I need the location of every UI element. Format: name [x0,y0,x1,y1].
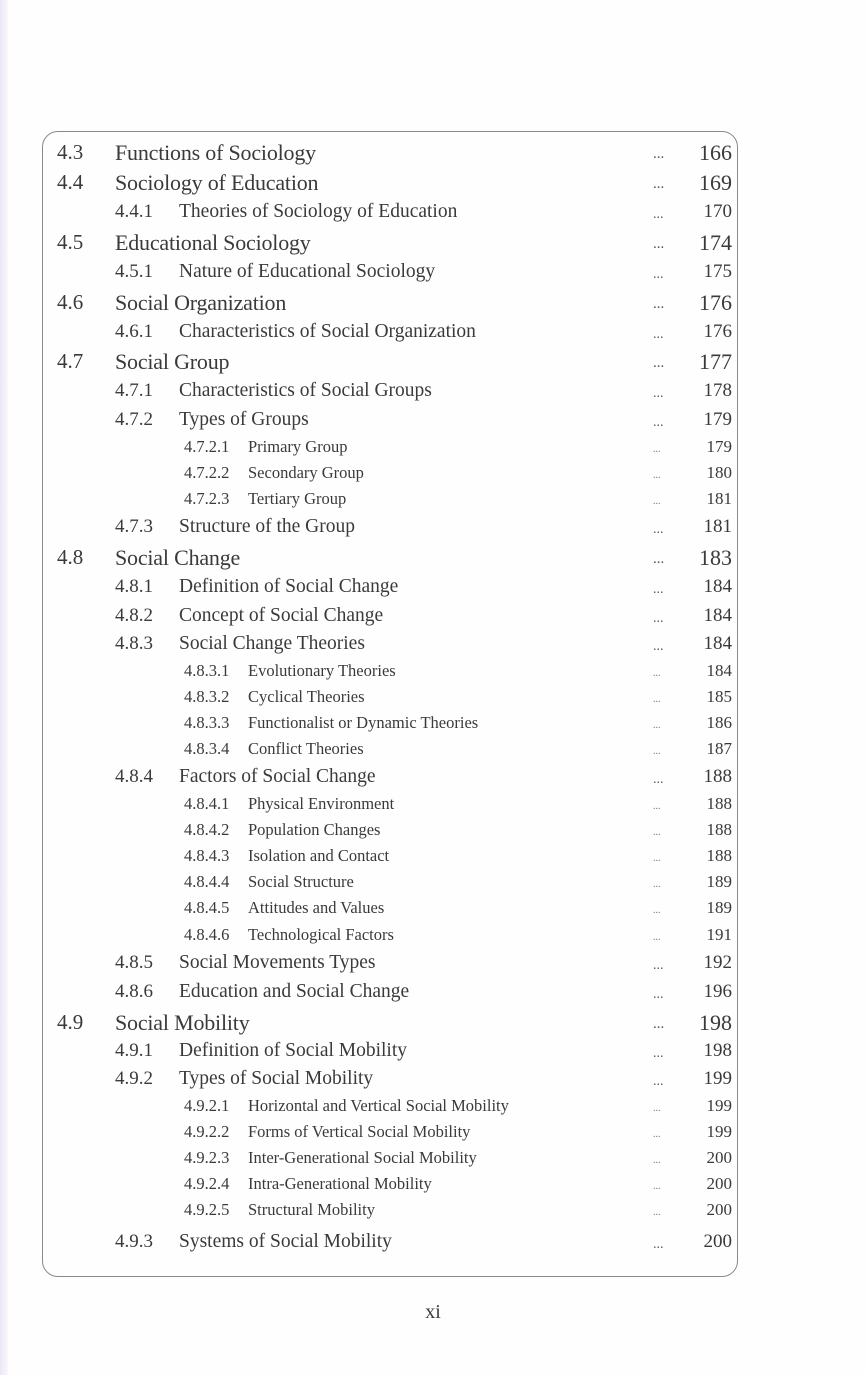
page-number: 191 [706,925,732,944]
toc-entry [0,380,866,408]
toc-entry [0,1122,866,1150]
toc-entry [0,981,866,1009]
section-title: Social Change [115,545,241,570]
section-number: 4.9.2.5 [184,1200,230,1219]
section-number: 4.8.4.3 [184,846,230,865]
leader-dots: ... [653,932,661,943]
leader-dots: ... [653,1237,664,1252]
section-title: Physical Environment [248,794,395,813]
toc-entry [0,605,866,633]
section-number: 4.5 [57,230,84,254]
section-number: 4.8.1 [115,576,153,597]
leader-dots: ... [653,668,661,679]
leader-dots: ... [653,746,661,757]
leader-dots: ... [653,1207,661,1218]
leader-dots: ... [653,1074,664,1089]
page-number: 200 [706,1200,732,1219]
page-number: 183 [699,545,732,570]
section-number: 4.8.2 [115,605,153,626]
page-number: 170 [703,201,732,222]
section-number: 4.8 [57,545,84,569]
leader-dots: ... [653,1181,661,1192]
leader-dots: ... [653,958,664,973]
toc-entry [0,349,866,377]
leader-dots: ... [653,879,661,890]
section-number: 4.8.4.4 [184,872,230,891]
toc-entry [0,872,866,900]
toc-entry [0,794,866,822]
section-title: Types of Groups [179,409,309,430]
toc-entry [0,576,866,604]
section-number: 4.4 [57,170,84,194]
page-number: 200 [706,1148,732,1167]
section-number: 4.9 [57,1010,84,1034]
section-number: 4.6 [57,290,84,314]
section-number: 4.8.3.4 [184,739,230,758]
toc-entry [0,321,866,349]
leader-dots: ... [653,1046,664,1061]
toc-entry [0,661,866,689]
page-number: 185 [706,687,732,706]
section-title: Types of Social Mobility [179,1068,374,1089]
section-title: Social Organization [115,290,287,315]
section-title: Primary Group [248,437,348,456]
page-number: 200 [703,1231,732,1252]
toc-entry [0,1096,866,1124]
section-title: Horizontal and Vertical Social Mobility [248,1096,509,1115]
leader-dots: ... [653,772,664,787]
section-title: Functionalist or Dynamic Theories [248,713,479,732]
section-number: 4.8.4.5 [184,898,230,917]
toc-entry [0,489,866,517]
page-number: 200 [706,1174,732,1193]
section-number: 4.9.2.4 [184,1174,230,1193]
section-title: Systems of Social Mobility [179,1231,392,1252]
section-number: 4.3 [57,140,84,164]
section-title: Secondary Group [248,463,364,482]
toc-entry [0,820,866,848]
leader-dots: ... [653,582,664,597]
section-number: 4.7.2.3 [184,489,230,508]
page-number: 179 [703,409,732,430]
leader-dots: ... [653,207,664,222]
leader-dots: ... [653,639,664,654]
section-number: 4.8.4.2 [184,820,230,839]
toc-entry [0,290,866,318]
section-number: 4.8.4.1 [184,794,230,813]
section-title: Cyclical Theories [248,687,365,706]
toc-entry [0,1040,866,1068]
leader-dots: ... [653,355,665,371]
section-number: 4.7.2.1 [184,437,230,456]
section-number: 4.5.1 [115,261,153,282]
page-number: 175 [703,261,732,282]
section-number: 4.7.2 [115,409,153,430]
section-title: Concept of Social Change [179,605,384,626]
page-number: 176 [699,290,732,315]
section-title: Inter-Generational Social Mobility [248,1148,477,1167]
section-number: 4.9.2.1 [184,1096,230,1115]
page-number: 188 [706,820,732,839]
section-title: Definition of Social Change [179,576,399,597]
leader-dots: ... [653,415,664,430]
page-number: 166 [699,140,732,165]
toc-entry [0,1174,866,1202]
section-number: 4.9.2.3 [184,1148,230,1167]
section-title: Forms of Vertical Social Mobility [248,1122,471,1141]
page-number: 184 [703,605,732,626]
toc-entry [0,545,866,573]
toc-entry [0,925,866,953]
page-number: 181 [703,516,732,537]
section-title: Social Movements Types [179,952,376,973]
leader-dots: ... [653,694,661,705]
section-title: Population Changes [248,820,381,839]
leader-dots: ... [653,987,664,1002]
toc-entry [0,1148,866,1176]
section-title: Functions of Sociology [115,140,316,165]
leader-dots: ... [653,327,664,342]
page-number: 188 [706,846,732,865]
page-number: 186 [706,713,732,732]
section-number: 4.8.3.1 [184,661,230,680]
leader-dots: ... [653,1103,661,1114]
toc-entry [0,633,866,661]
leader-dots: ... [653,496,661,507]
section-title: Attitudes and Values [248,898,385,917]
page-number: 189 [706,898,732,917]
page-number: 184 [706,661,732,680]
leader-dots: ... [653,551,665,567]
leader-dots: ... [653,267,664,282]
section-number: 4.7.3 [115,516,153,537]
section-number: 4.7.2.2 [184,463,230,482]
section-number: 4.9.1 [115,1040,153,1061]
page-number: 169 [699,170,732,195]
page-number: 177 [699,349,732,374]
toc-entry [0,1068,866,1096]
section-title: Structural Mobility [248,1200,375,1219]
page-number: 187 [706,739,732,758]
section-title: Social Mobility [115,1010,250,1035]
section-number: 4.8.3.2 [184,687,230,706]
leader-dots: ... [653,146,665,162]
section-number: 4.8.6 [115,981,153,1002]
section-title: Intra-Generational Mobility [248,1174,432,1193]
section-title: Structure of the Group [179,516,355,537]
leader-dots: ... [653,296,665,312]
toc-entry [0,766,866,794]
section-number: 4.9.2 [115,1068,153,1089]
section-title: Technological Factors [248,925,394,944]
page-number: 181 [706,489,732,508]
page-number: 199 [703,1068,732,1089]
leader-dots: ... [653,827,661,838]
toc-entry [0,170,866,198]
page-number: 188 [706,794,732,813]
leader-dots: ... [653,1155,661,1166]
leader-dots: ... [653,905,661,916]
section-title: Sociology of Education [115,170,319,195]
section-number: 4.8.4.6 [184,925,230,944]
toc-entry [0,516,866,544]
toc-entry [0,687,866,715]
toc-entry [0,1010,866,1038]
section-title: Characteristics of Social Organization [179,321,476,342]
leader-dots: ... [653,720,661,731]
section-title: Nature of Educational Sociology [179,261,436,282]
section-title: Evolutionary Theories [248,661,396,680]
page-number: 180 [706,463,732,482]
section-number: 4.9.3 [115,1231,153,1252]
leader-dots: ... [653,853,661,864]
page-number: 199 [706,1122,732,1141]
section-title: Educational Sociology [115,230,311,255]
leader-dots: ... [653,176,665,192]
section-title: Education and Social Change [179,981,410,1002]
section-number: 4.8.5 [115,952,153,973]
page-number: 199 [706,1096,732,1115]
section-title: Characteristics of Social Groups [179,380,432,401]
leader-dots: ... [653,470,661,481]
section-title: Factors of Social Change [179,766,376,787]
toc-entry [0,1200,866,1228]
leader-dots: ... [653,1129,661,1140]
leader-dots: ... [653,1016,665,1032]
leader-dots: ... [653,444,661,455]
section-number: 4.8.3 [115,633,153,654]
leader-dots: ... [653,236,665,252]
toc-entry [0,1231,866,1259]
section-number: 4.4.1 [115,201,153,222]
section-number: 4.7 [57,349,84,373]
section-number: 4.9.2.2 [184,1122,230,1141]
section-number: 4.8.4 [115,766,153,787]
section-title: Theories of Sociology of Education [179,201,458,222]
page-number: 174 [699,230,732,255]
page-number: 184 [703,576,732,597]
leader-dots: ... [653,611,664,626]
toc-entry [0,140,866,168]
toc-entry [0,739,866,767]
page-number: 188 [703,766,732,787]
section-title: Social Group [115,349,230,374]
page-number: 176 [703,321,732,342]
section-title: Tertiary Group [248,489,347,508]
section-title: Definition of Social Mobility [179,1040,408,1061]
page-number: 196 [703,981,732,1002]
section-title: Social Change Theories [179,633,365,654]
toc-entry [0,463,866,491]
section-title: Isolation and Contact [248,846,390,865]
leader-dots: ... [653,522,664,537]
toc-entry [0,713,866,741]
page-number: 184 [703,633,732,654]
toc-entry [0,230,866,258]
section-number: 4.7.1 [115,380,153,401]
toc-entry [0,201,866,229]
section-number: 4.6.1 [115,321,153,342]
toc-entry [0,437,866,465]
toc-entry [0,846,866,874]
section-title: Social Structure [248,872,354,891]
page-folio: xi [425,1301,441,1323]
toc-entry [0,409,866,437]
page-number: 192 [703,952,732,973]
toc-entry [0,898,866,926]
toc-entry [0,952,866,980]
section-number: 4.8.3.3 [184,713,230,732]
page-number: 179 [706,437,732,456]
leader-dots: ... [653,386,664,401]
page-number: 189 [706,872,732,891]
toc-entry [0,261,866,289]
page-number: 198 [703,1040,732,1061]
section-title: Conflict Theories [248,739,364,758]
page-number: 198 [699,1010,732,1035]
page-number: 178 [703,380,732,401]
leader-dots: ... [653,801,661,812]
